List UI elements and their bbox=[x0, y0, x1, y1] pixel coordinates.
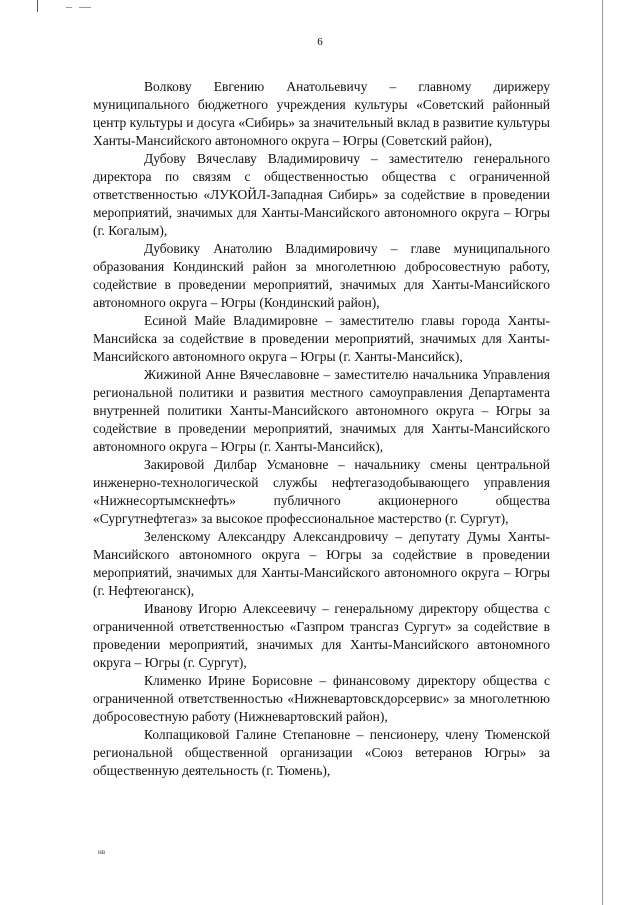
scan-edge-mark bbox=[37, 0, 38, 12]
paragraph-dubov: Дубову Вячеславу Владимировичу – заместителю генерального директора по связям с общественностью общества с ограниченной ответственностью «ЛУКОЙЛ-Западная Сибирь» за содействие в проведении мероприятий, значимых для Ханты-Мансийского автономного округа – Югры (г. Когалым), bbox=[93, 151, 550, 238]
paragraph-kolpashchikova: Колпащиковой Галине Степановне – пенсионеру, члену Тюменской региональной общественной организации «Союз ветеранов Югры» за общественную деятельность (г. Тюмень), bbox=[93, 727, 550, 778]
paragraph-zelenskiy: Зеленскому Александру Александровичу – депутату Думы Ханты-Мансийского автономного округа – Югры за содействие в проведении мероприятий, значимых для Ханты-Мансийского автономного округа – Югры (г. Нефтеюганск), bbox=[93, 529, 550, 598]
paragraph-zakirova: Закировой Дилбар Усмановне – начальнику смены центральной инженерно-технологической службы нефтегазодобывающего управления «Нижнесортымскнефть» публичного акционерного общества «Сургутнефтегаз» за высокое профессиональное мастерство (г. Сургут), bbox=[93, 457, 550, 526]
paragraph-zhizhina: Жижиной Анне Вячеславовне – заместителю начальника Управления региональной политики и развития местного самоуправления Департамента внутренней политики Ханты-Мансийского автономного округа – Югры за содействие в проведении мероприятий, значимых для Ханты-Мансийского автономного округа – Югры (г. Ханты-Мансийск), bbox=[93, 367, 550, 454]
paragraph-klimenko: Клименко Ирине Борисовне – финансовому директору общества с ограниченной ответственностью «Нижневартовскдорсервис» за многолетнюю добросовестную работу (Нижневартовский район), bbox=[93, 673, 550, 724]
scan-edge-line bbox=[602, 0, 603, 905]
paragraph-volkov: Волкову Евгению Анатольевичу – главному дирижеру муниципального бюджетного учреждения культуры «Советский районный центр культуры и досуга «Сибирь» за значительный вклад в развитие культуры Ханты-Мансийского автономного округа – Югры (Советский район), bbox=[93, 79, 550, 148]
document-body bbox=[93, 78, 550, 780]
paragraph-esina: Есиной Майе Владимировне – заместителю главы города Ханты-Мансийска за содействие в проведении мероприятий, значимых для Ханты-Мансийского автономного округа – Югры (г. Ханты-Мансийск), bbox=[93, 313, 550, 364]
paragraph-ivanov: Иванову Игорю Алексеевичу – генеральному директору общества с ограниченной ответственностью «Газпром трансгаз Сургут» за содействие в проведении мероприятий, значимых для Ханты-Мансийского автономного округа – Югры (г. Сургут), bbox=[93, 601, 550, 670]
page-number: 6 bbox=[317, 36, 323, 48]
corner-marks: – — bbox=[66, 0, 93, 13]
footer-initials: нв bbox=[98, 848, 106, 856]
paragraph-dubovik: Дубовику Анатолию Владимировичу – главе муниципального образования Кондинский район за многолетнюю добросовестную работу, содействие в проведении мероприятий, значимых для Ханты-Мансийского автономного округа – Югры (Кондинский район), bbox=[93, 241, 550, 310]
